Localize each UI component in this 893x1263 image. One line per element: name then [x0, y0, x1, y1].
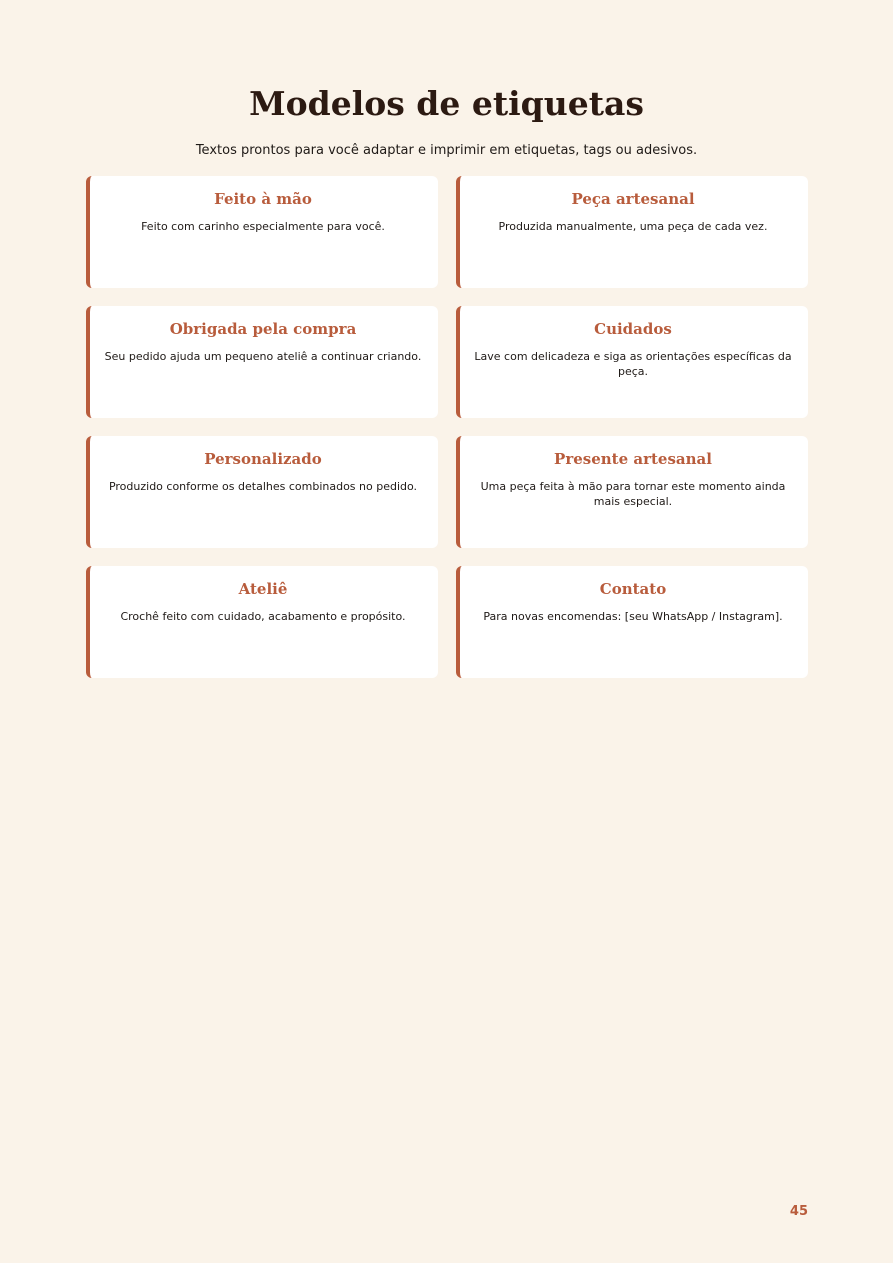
card-title: Cuidados	[594, 320, 672, 338]
label-card-cuidados	[456, 306, 808, 418]
card-title: Contato	[599, 580, 667, 598]
card-text: Feito com carinho especialmente para você.	[141, 220, 385, 233]
card-text: Produzido conforme os detalhes combinados no pedido.	[108, 480, 418, 493]
label-card-obrigada-pela-compra	[86, 306, 438, 418]
label-card-feito-a-mao	[86, 176, 438, 288]
card-text: Seu pedido ajuda um pequeno ateliê a continuar criando.	[104, 350, 422, 363]
card-title: Presente artesanal	[554, 450, 712, 468]
card-text: Produzida manualmente, uma peça de cada vez.	[498, 220, 768, 233]
label-card-grid	[86, 176, 808, 678]
card-title: Peça artesanal	[571, 190, 695, 208]
card-text: Crochê feito com cuidado, acabamento e propósito.	[120, 610, 406, 623]
label-card-presente-artesanal	[456, 436, 808, 548]
card-title: Feito à mão	[214, 190, 312, 208]
card-text: Para novas encomendas: [seu WhatsApp / Instagram].	[483, 610, 783, 623]
page-subtitle: Textos prontos para você adaptar e imprimir em etiquetas, tags ou adesivos.	[195, 143, 698, 158]
label-card-contato	[456, 566, 808, 678]
card-text: Uma peça feita à mão para tornar este momento ainda mais especial.	[480, 480, 786, 508]
label-card-atelie	[86, 566, 438, 678]
card-title: Ateliê	[238, 580, 288, 598]
card-title: Obrigada pela compra	[169, 320, 357, 338]
label-card-personalizado	[86, 436, 438, 548]
card-text: Lave com delicadeza e siga as orientações específicas da peça.	[474, 350, 792, 378]
page-title: Modelos de etiquetas	[249, 84, 644, 123]
label-card-peca-artesanal	[456, 176, 808, 288]
page-number: 45	[789, 1204, 808, 1219]
card-title: Personalizado	[204, 450, 322, 468]
